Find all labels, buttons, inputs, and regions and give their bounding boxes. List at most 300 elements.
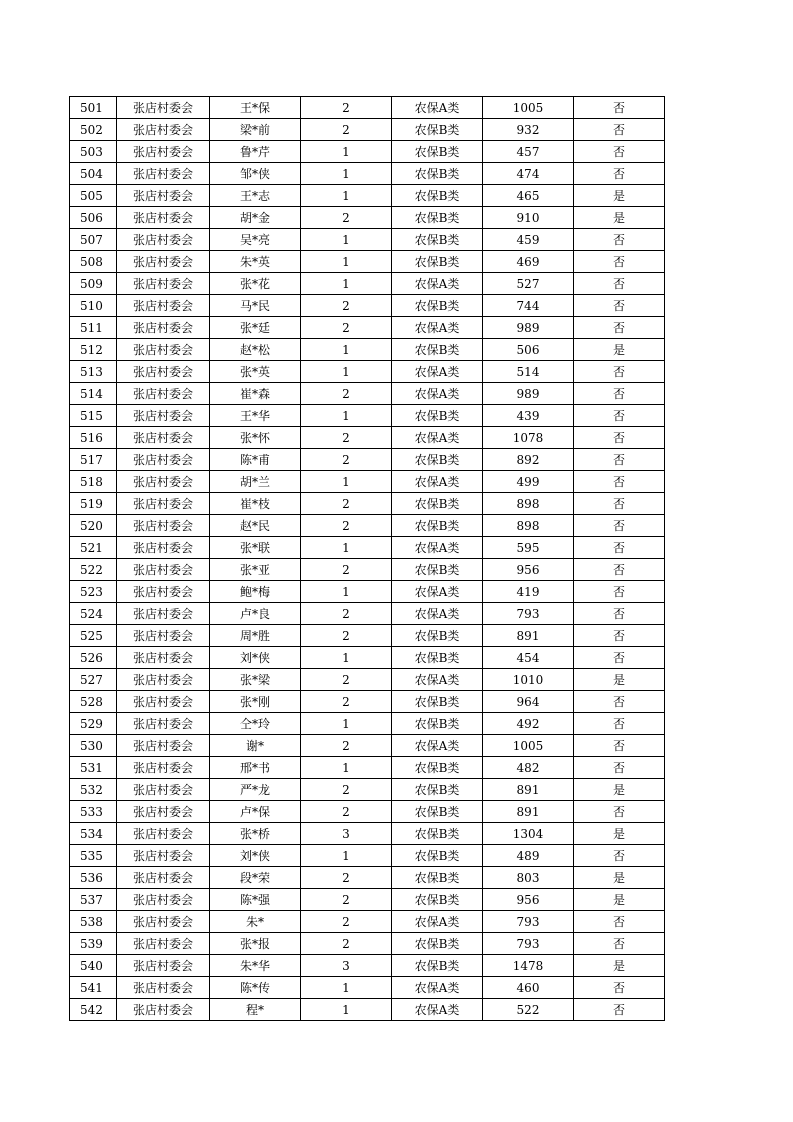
name-cell: 陈*强 [210, 889, 301, 911]
name-cell: 卢*良 [210, 603, 301, 625]
household-count-cell: 3 [301, 955, 392, 977]
row-number-cell: 539 [70, 933, 117, 955]
name-cell: 卢*保 [210, 801, 301, 823]
table-row [70, 119, 665, 141]
name-cell: 鲁*芹 [210, 141, 301, 163]
village-committee-cell: 张店村委会 [117, 163, 210, 185]
village-committee-cell: 张店村委会 [117, 581, 210, 603]
insurance-type-cell: 农保B类 [392, 405, 483, 427]
flag-cell: 否 [574, 97, 665, 119]
household-count-cell: 1 [301, 757, 392, 779]
row-number-cell: 515 [70, 405, 117, 427]
insurance-type-cell: 农保B类 [392, 757, 483, 779]
amount-cell: 1478 [483, 955, 574, 977]
insurance-type-cell: 农保A类 [392, 999, 483, 1021]
amount-cell: 459 [483, 229, 574, 251]
insurance-type-cell: 农保B类 [392, 647, 483, 669]
name-cell: 谢* [210, 735, 301, 757]
amount-cell: 460 [483, 977, 574, 999]
flag-cell: 否 [574, 229, 665, 251]
insurance-type-cell: 农保A类 [392, 603, 483, 625]
row-number-cell: 513 [70, 361, 117, 383]
insurance-type-cell: 农保B类 [392, 185, 483, 207]
table-row [70, 977, 665, 999]
flag-cell: 是 [574, 779, 665, 801]
table-row [70, 625, 665, 647]
name-cell: 梁*前 [210, 119, 301, 141]
village-committee-cell: 张店村委会 [117, 295, 210, 317]
amount-cell: 469 [483, 251, 574, 273]
table-row [70, 405, 665, 427]
village-committee-cell: 张店村委会 [117, 273, 210, 295]
flag-cell: 是 [574, 955, 665, 977]
household-count-cell: 2 [301, 603, 392, 625]
insurance-type-cell: 农保B类 [392, 295, 483, 317]
name-cell: 张*桥 [210, 823, 301, 845]
flag-cell: 否 [574, 933, 665, 955]
name-cell: 崔*森 [210, 383, 301, 405]
amount-cell: 956 [483, 889, 574, 911]
household-count-cell: 2 [301, 735, 392, 757]
village-committee-cell: 张店村委会 [117, 97, 210, 119]
table-row [70, 559, 665, 581]
amount-cell: 474 [483, 163, 574, 185]
table-row [70, 207, 665, 229]
row-number-cell: 535 [70, 845, 117, 867]
name-cell: 程* [210, 999, 301, 1021]
insurance-type-cell: 农保B类 [392, 207, 483, 229]
amount-cell: 522 [483, 999, 574, 1021]
name-cell: 王*志 [210, 185, 301, 207]
household-count-cell: 2 [301, 867, 392, 889]
household-count-cell: 2 [301, 383, 392, 405]
insurance-type-cell: 农保B类 [392, 251, 483, 273]
flag-cell: 否 [574, 273, 665, 295]
table-row [70, 295, 665, 317]
flag-cell: 是 [574, 185, 665, 207]
household-count-cell: 1 [301, 471, 392, 493]
name-cell: 张*怀 [210, 427, 301, 449]
household-count-cell: 1 [301, 361, 392, 383]
name-cell: 严*龙 [210, 779, 301, 801]
amount-cell: 465 [483, 185, 574, 207]
amount-cell: 803 [483, 867, 574, 889]
amount-cell: 499 [483, 471, 574, 493]
village-committee-cell: 张店村委会 [117, 933, 210, 955]
household-count-cell: 2 [301, 669, 392, 691]
household-count-cell: 1 [301, 185, 392, 207]
name-cell: 刘*侠 [210, 647, 301, 669]
insurance-type-cell: 农保B类 [392, 141, 483, 163]
amount-cell: 514 [483, 361, 574, 383]
village-committee-cell: 张店村委会 [117, 493, 210, 515]
name-cell: 崔*枝 [210, 493, 301, 515]
row-number-cell: 501 [70, 97, 117, 119]
amount-cell: 989 [483, 383, 574, 405]
village-committee-cell: 张店村委会 [117, 735, 210, 757]
name-cell: 邢*书 [210, 757, 301, 779]
amount-cell: 482 [483, 757, 574, 779]
data-table-body [70, 97, 665, 1021]
insurance-type-cell: 农保B类 [392, 933, 483, 955]
table-row [70, 713, 665, 735]
name-cell: 刘*侠 [210, 845, 301, 867]
name-cell: 马*民 [210, 295, 301, 317]
household-count-cell: 2 [301, 449, 392, 471]
household-count-cell: 2 [301, 97, 392, 119]
flag-cell: 否 [574, 999, 665, 1021]
amount-cell: 898 [483, 493, 574, 515]
name-cell: 仝*玲 [210, 713, 301, 735]
household-count-cell: 1 [301, 405, 392, 427]
table-row [70, 383, 665, 405]
village-committee-cell: 张店村委会 [117, 317, 210, 339]
village-committee-cell: 张店村委会 [117, 185, 210, 207]
row-number-cell: 505 [70, 185, 117, 207]
amount-cell: 898 [483, 515, 574, 537]
table-row [70, 449, 665, 471]
flag-cell: 否 [574, 427, 665, 449]
row-number-cell: 506 [70, 207, 117, 229]
amount-cell: 1005 [483, 735, 574, 757]
row-number-cell: 542 [70, 999, 117, 1021]
table-row [70, 823, 665, 845]
row-number-cell: 536 [70, 867, 117, 889]
table-row [70, 97, 665, 119]
name-cell: 朱*英 [210, 251, 301, 273]
village-committee-cell: 张店村委会 [117, 119, 210, 141]
flag-cell: 否 [574, 449, 665, 471]
amount-cell: 1078 [483, 427, 574, 449]
row-number-cell: 524 [70, 603, 117, 625]
name-cell: 胡*兰 [210, 471, 301, 493]
row-number-cell: 523 [70, 581, 117, 603]
household-count-cell: 2 [301, 207, 392, 229]
village-committee-cell: 张店村委会 [117, 867, 210, 889]
table-row [70, 273, 665, 295]
name-cell: 陈*甫 [210, 449, 301, 471]
village-committee-cell: 张店村委会 [117, 449, 210, 471]
amount-cell: 419 [483, 581, 574, 603]
table-row [70, 427, 665, 449]
household-count-cell: 1 [301, 999, 392, 1021]
insurance-type-cell: 农保A类 [392, 273, 483, 295]
village-committee-cell: 张店村委会 [117, 229, 210, 251]
household-count-cell: 1 [301, 713, 392, 735]
household-count-cell: 1 [301, 581, 392, 603]
insurance-type-cell: 农保A类 [392, 669, 483, 691]
row-number-cell: 528 [70, 691, 117, 713]
flag-cell: 否 [574, 383, 665, 405]
row-number-cell: 508 [70, 251, 117, 273]
flag-cell: 是 [574, 339, 665, 361]
name-cell: 朱* [210, 911, 301, 933]
name-cell: 段*荣 [210, 867, 301, 889]
household-count-cell: 2 [301, 493, 392, 515]
insurance-type-cell: 农保B类 [392, 515, 483, 537]
village-committee-cell: 张店村委会 [117, 669, 210, 691]
household-count-cell: 2 [301, 801, 392, 823]
village-committee-cell: 张店村委会 [117, 691, 210, 713]
insurance-type-cell: 农保B类 [392, 163, 483, 185]
table-row [70, 185, 665, 207]
insurance-type-cell: 农保B类 [392, 559, 483, 581]
village-committee-cell: 张店村委会 [117, 823, 210, 845]
name-cell: 邹*侠 [210, 163, 301, 185]
insurance-type-cell: 农保A类 [392, 317, 483, 339]
amount-cell: 793 [483, 911, 574, 933]
amount-cell: 892 [483, 449, 574, 471]
village-committee-cell: 张店村委会 [117, 383, 210, 405]
row-number-cell: 529 [70, 713, 117, 735]
amount-cell: 989 [483, 317, 574, 339]
household-count-cell: 2 [301, 911, 392, 933]
table-row [70, 735, 665, 757]
flag-cell: 是 [574, 823, 665, 845]
village-committee-cell: 张店村委会 [117, 911, 210, 933]
village-committee-cell: 张店村委会 [117, 647, 210, 669]
household-count-cell: 2 [301, 933, 392, 955]
insurance-type-cell: 农保B类 [392, 955, 483, 977]
insurance-type-cell: 农保A类 [392, 471, 483, 493]
household-count-cell: 1 [301, 977, 392, 999]
table-row [70, 845, 665, 867]
household-count-cell: 1 [301, 141, 392, 163]
insurance-type-cell: 农保B类 [392, 713, 483, 735]
row-number-cell: 538 [70, 911, 117, 933]
village-committee-cell: 张店村委会 [117, 537, 210, 559]
insurance-type-cell: 农保B类 [392, 889, 483, 911]
village-committee-cell: 张店村委会 [117, 713, 210, 735]
data-table-container [69, 96, 650, 1021]
village-committee-cell: 张店村委会 [117, 251, 210, 273]
insurance-type-cell: 农保B类 [392, 845, 483, 867]
row-number-cell: 540 [70, 955, 117, 977]
table-row [70, 933, 665, 955]
name-cell: 张*联 [210, 537, 301, 559]
row-number-cell: 519 [70, 493, 117, 515]
table-row [70, 647, 665, 669]
table-row [70, 669, 665, 691]
household-count-cell: 1 [301, 845, 392, 867]
amount-cell: 439 [483, 405, 574, 427]
row-number-cell: 537 [70, 889, 117, 911]
amount-cell: 527 [483, 273, 574, 295]
row-number-cell: 525 [70, 625, 117, 647]
row-number-cell: 530 [70, 735, 117, 757]
flag-cell: 否 [574, 493, 665, 515]
table-row [70, 603, 665, 625]
insurance-type-cell: 农保B类 [392, 691, 483, 713]
row-number-cell: 509 [70, 273, 117, 295]
insurance-type-cell: 农保B类 [392, 625, 483, 647]
amount-cell: 793 [483, 603, 574, 625]
village-committee-cell: 张店村委会 [117, 779, 210, 801]
row-number-cell: 512 [70, 339, 117, 361]
insurance-type-cell: 农保A类 [392, 361, 483, 383]
flag-cell: 否 [574, 977, 665, 999]
village-committee-cell: 张店村委会 [117, 471, 210, 493]
name-cell: 周*胜 [210, 625, 301, 647]
household-count-cell: 1 [301, 273, 392, 295]
table-row [70, 889, 665, 911]
village-committee-cell: 张店村委会 [117, 361, 210, 383]
household-count-cell: 1 [301, 229, 392, 251]
flag-cell: 否 [574, 559, 665, 581]
amount-cell: 891 [483, 801, 574, 823]
village-committee-cell: 张店村委会 [117, 977, 210, 999]
insurance-type-cell: 农保A类 [392, 581, 483, 603]
amount-cell: 956 [483, 559, 574, 581]
row-number-cell: 526 [70, 647, 117, 669]
table-row [70, 867, 665, 889]
table-row [70, 801, 665, 823]
flag-cell: 否 [574, 691, 665, 713]
insurance-type-cell: 农保B类 [392, 449, 483, 471]
table-row [70, 229, 665, 251]
amount-cell: 454 [483, 647, 574, 669]
row-number-cell: 516 [70, 427, 117, 449]
table-row [70, 317, 665, 339]
table-row [70, 493, 665, 515]
amount-cell: 1304 [483, 823, 574, 845]
flag-cell: 否 [574, 735, 665, 757]
row-number-cell: 521 [70, 537, 117, 559]
row-number-cell: 503 [70, 141, 117, 163]
flag-cell: 否 [574, 801, 665, 823]
village-committee-cell: 张店村委会 [117, 515, 210, 537]
flag-cell: 否 [574, 845, 665, 867]
table-row [70, 537, 665, 559]
flag-cell: 否 [574, 163, 665, 185]
household-count-cell: 1 [301, 537, 392, 559]
name-cell: 张*刚 [210, 691, 301, 713]
village-committee-cell: 张店村委会 [117, 207, 210, 229]
name-cell: 赵*民 [210, 515, 301, 537]
table-row [70, 911, 665, 933]
flag-cell: 否 [574, 713, 665, 735]
amount-cell: 744 [483, 295, 574, 317]
flag-cell: 否 [574, 471, 665, 493]
name-cell: 王*华 [210, 405, 301, 427]
row-number-cell: 502 [70, 119, 117, 141]
name-cell: 胡*金 [210, 207, 301, 229]
amount-cell: 910 [483, 207, 574, 229]
insurance-type-cell: 农保A类 [392, 977, 483, 999]
name-cell: 吴*亮 [210, 229, 301, 251]
household-count-cell: 1 [301, 251, 392, 273]
flag-cell: 否 [574, 603, 665, 625]
table-row [70, 691, 665, 713]
insurance-type-cell: 农保A类 [392, 427, 483, 449]
village-committee-cell: 张店村委会 [117, 603, 210, 625]
flag-cell: 否 [574, 251, 665, 273]
amount-cell: 964 [483, 691, 574, 713]
table-row [70, 471, 665, 493]
row-number-cell: 527 [70, 669, 117, 691]
table-row [70, 361, 665, 383]
household-count-cell: 2 [301, 119, 392, 141]
insurance-type-cell: 农保B类 [392, 493, 483, 515]
household-count-cell: 1 [301, 163, 392, 185]
insurance-type-cell: 农保A类 [392, 911, 483, 933]
insurance-type-cell: 农保B类 [392, 867, 483, 889]
village-committee-cell: 张店村委会 [117, 889, 210, 911]
amount-cell: 595 [483, 537, 574, 559]
household-count-cell: 2 [301, 779, 392, 801]
table-row [70, 779, 665, 801]
row-number-cell: 534 [70, 823, 117, 845]
village-committee-cell: 张店村委会 [117, 405, 210, 427]
name-cell: 张*廷 [210, 317, 301, 339]
insurance-type-cell: 农保B类 [392, 801, 483, 823]
insurance-type-cell: 农保A类 [392, 97, 483, 119]
insurance-type-cell: 农保B类 [392, 339, 483, 361]
flag-cell: 是 [574, 207, 665, 229]
amount-cell: 891 [483, 779, 574, 801]
amount-cell: 506 [483, 339, 574, 361]
flag-cell: 是 [574, 889, 665, 911]
flag-cell: 否 [574, 515, 665, 537]
row-number-cell: 541 [70, 977, 117, 999]
flag-cell: 否 [574, 405, 665, 427]
name-cell: 张*英 [210, 361, 301, 383]
flag-cell: 否 [574, 757, 665, 779]
flag-cell: 否 [574, 317, 665, 339]
amount-cell: 793 [483, 933, 574, 955]
flag-cell: 否 [574, 647, 665, 669]
flag-cell: 否 [574, 625, 665, 647]
table-row [70, 581, 665, 603]
row-number-cell: 510 [70, 295, 117, 317]
name-cell: 鲍*梅 [210, 581, 301, 603]
amount-cell: 932 [483, 119, 574, 141]
flag-cell: 否 [574, 119, 665, 141]
data-table [69, 96, 665, 1021]
row-number-cell: 522 [70, 559, 117, 581]
village-committee-cell: 张店村委会 [117, 339, 210, 361]
village-committee-cell: 张店村委会 [117, 801, 210, 823]
household-count-cell: 2 [301, 889, 392, 911]
name-cell: 张*花 [210, 273, 301, 295]
flag-cell: 是 [574, 669, 665, 691]
village-committee-cell: 张店村委会 [117, 845, 210, 867]
amount-cell: 1005 [483, 97, 574, 119]
village-committee-cell: 张店村委会 [117, 955, 210, 977]
household-count-cell: 2 [301, 559, 392, 581]
village-committee-cell: 张店村委会 [117, 427, 210, 449]
name-cell: 张*亚 [210, 559, 301, 581]
row-number-cell: 531 [70, 757, 117, 779]
amount-cell: 457 [483, 141, 574, 163]
name-cell: 陈*传 [210, 977, 301, 999]
village-committee-cell: 张店村委会 [117, 757, 210, 779]
table-row [70, 141, 665, 163]
name-cell: 张*报 [210, 933, 301, 955]
insurance-type-cell: 农保A类 [392, 537, 483, 559]
village-committee-cell: 张店村委会 [117, 999, 210, 1021]
row-number-cell: 507 [70, 229, 117, 251]
insurance-type-cell: 农保A类 [392, 735, 483, 757]
flag-cell: 否 [574, 537, 665, 559]
name-cell: 张*梁 [210, 669, 301, 691]
flag-cell: 否 [574, 141, 665, 163]
insurance-type-cell: 农保B类 [392, 823, 483, 845]
row-number-cell: 504 [70, 163, 117, 185]
insurance-type-cell: 农保A类 [392, 383, 483, 405]
flag-cell: 否 [574, 581, 665, 603]
table-row [70, 251, 665, 273]
